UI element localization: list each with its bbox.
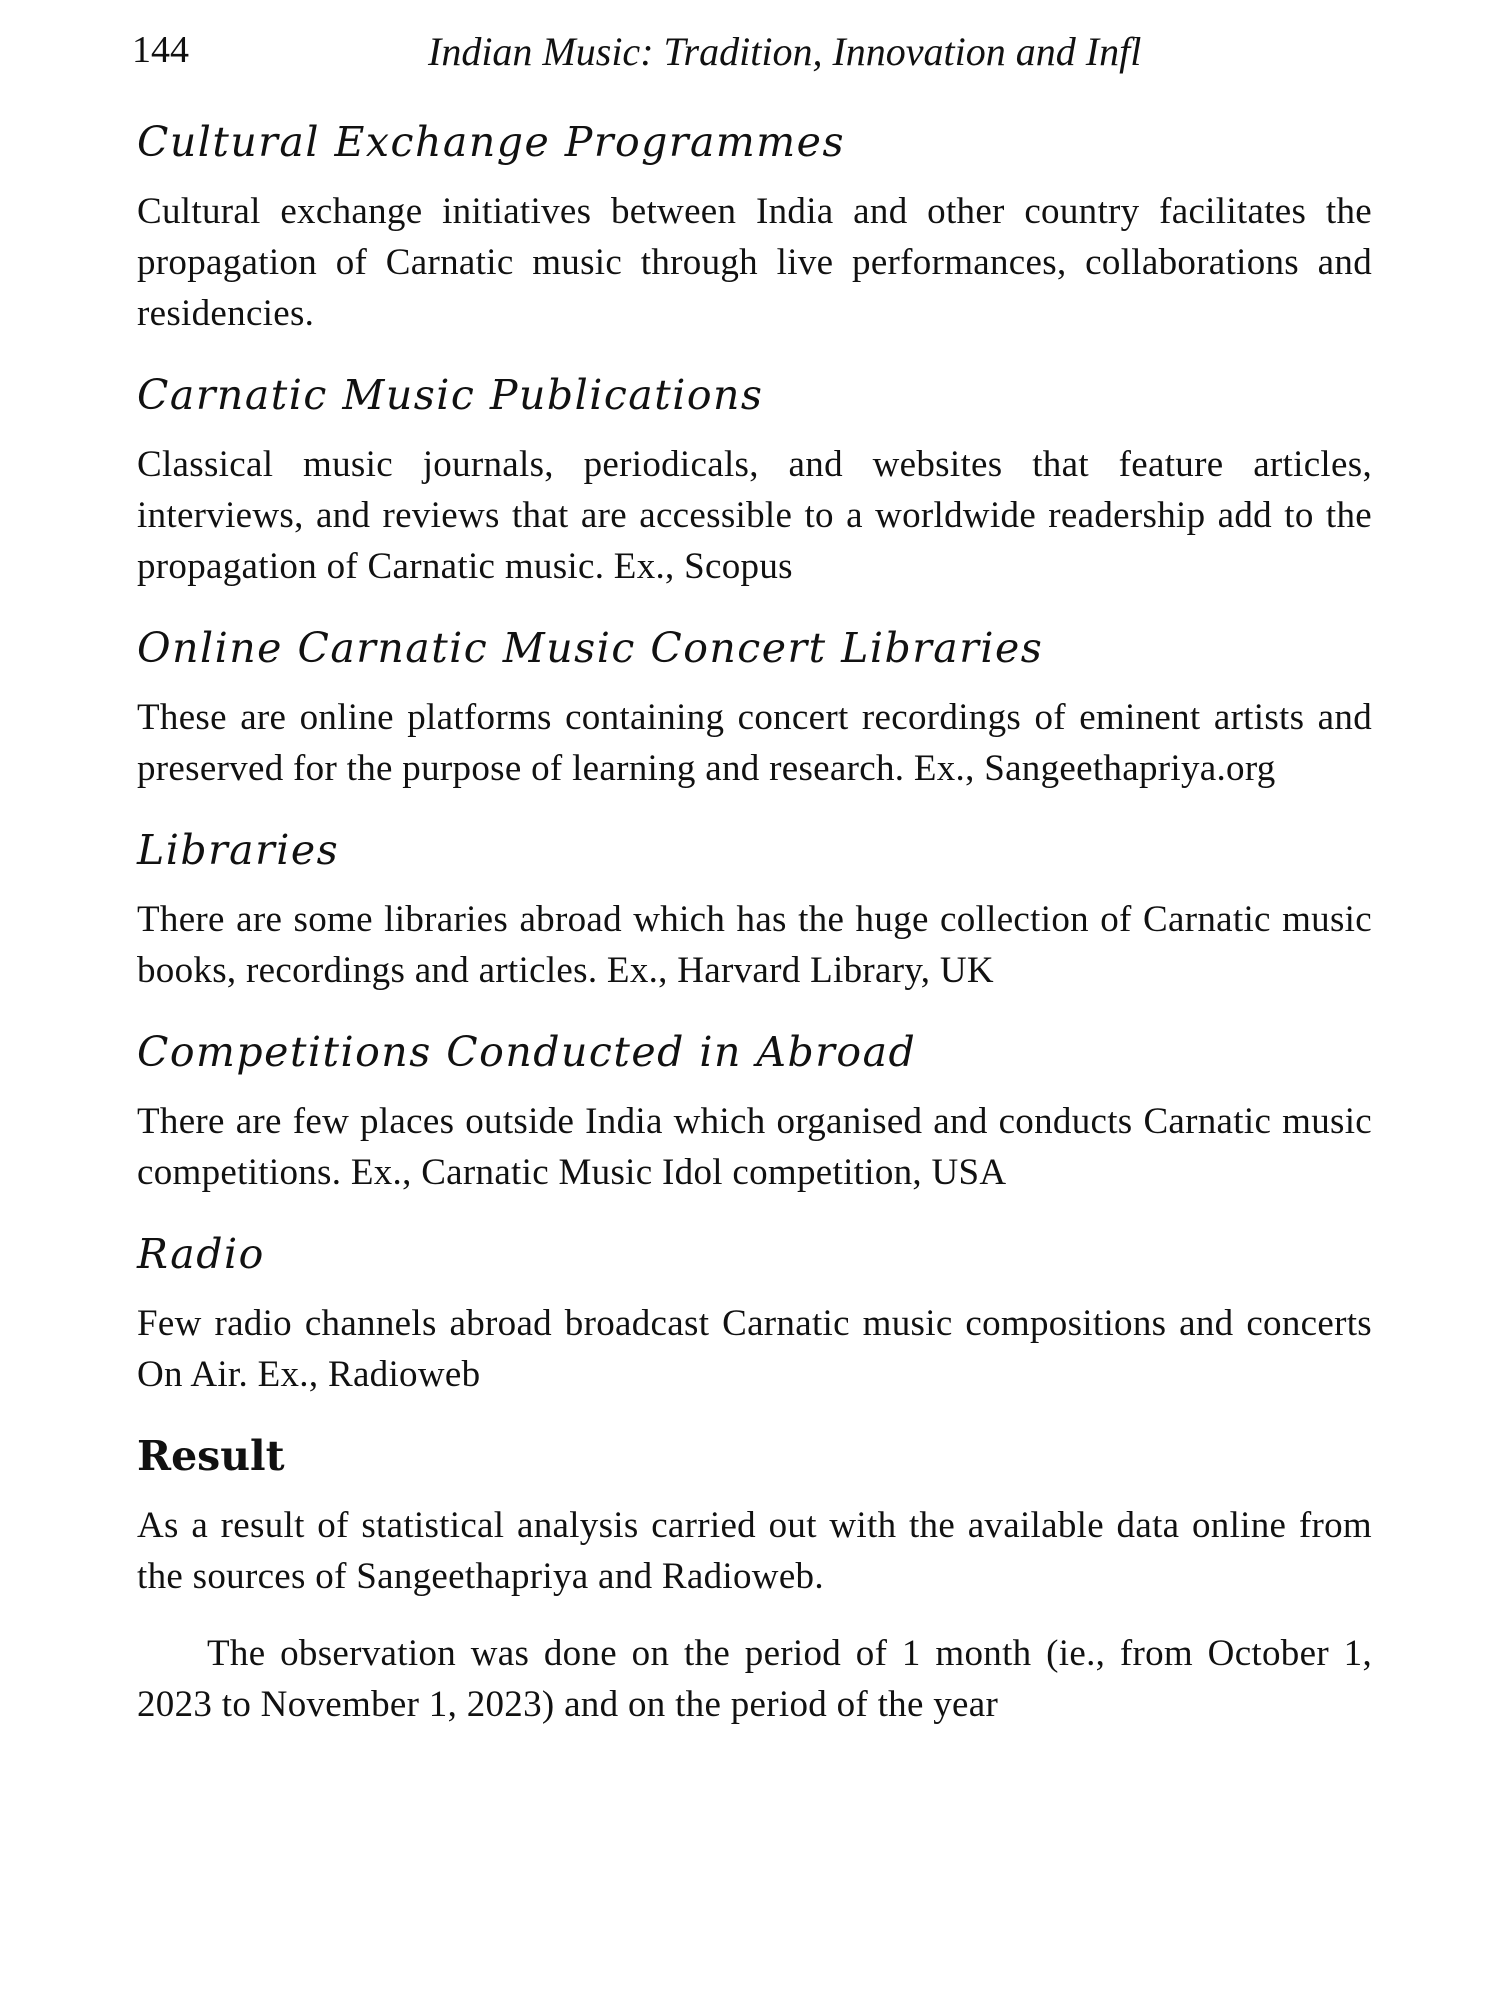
section-heading: Competitions Conducted in Abroad [137,1028,917,1076]
running-title: Indian Music: Tradition, Innovation and Infl [428,29,1142,74]
section-body: There are few places outside India which organised and conducts Carnatic music competitions. Ex., Carnatic Music Idol competition, USA [137,1101,1372,1193]
running-head [0,22,1500,82]
page-content [137,112,1372,1756]
section-body: These are online platforms containing concert recordings of eminent artists and preserved for the purpose of learning and research. Ex., Sangeethapriya.org [137,697,1372,789]
result-heading: Result [137,1432,285,1480]
section-libraries [137,820,1372,996]
section-publications [137,365,1372,592]
page-number: 144 [132,29,189,71]
section-body: Classical music journals, periodicals, and websites that feature articles, interviews, and reviews that are accessible to a worldwide readership add to the propagation of Carnatic music. Ex., Scopus [137,444,1372,587]
section-result [137,1426,1372,1730]
section-body: Cultural exchange initiatives between India and other country facilitates the propagation of Carnatic music through live performances, collaborations and residencies. [137,191,1372,334]
section-cultural-exchange [137,112,1372,339]
result-paragraph: The observation was done on the period of 1 month (ie., from October 1, 2023 to November 1, 2023) and on the period of the year [137,1633,1372,1725]
section-radio [137,1224,1372,1400]
section-heading: Online Carnatic Music Concert Libraries [137,624,1044,672]
result-paragraph: As a result of statistical analysis carried out with the available data online from the sources of Sangeethapriya and Radioweb. [137,1505,1372,1597]
section-body: There are some libraries abroad which has the huge collection of Carnatic music books, recordings and articles. Ex., Harvard Library, UK [137,899,1372,991]
section-heading: Radio [137,1230,265,1278]
section-online-libraries [137,618,1372,794]
section-competitions [137,1022,1372,1198]
section-heading: Carnatic Music Publications [137,371,764,419]
section-heading: Cultural Exchange Programmes [137,118,845,166]
section-body: Few radio channels abroad broadcast Carnatic music compositions and concerts On Air. Ex., Radioweb [137,1303,1372,1395]
section-heading: Libraries [137,826,340,874]
